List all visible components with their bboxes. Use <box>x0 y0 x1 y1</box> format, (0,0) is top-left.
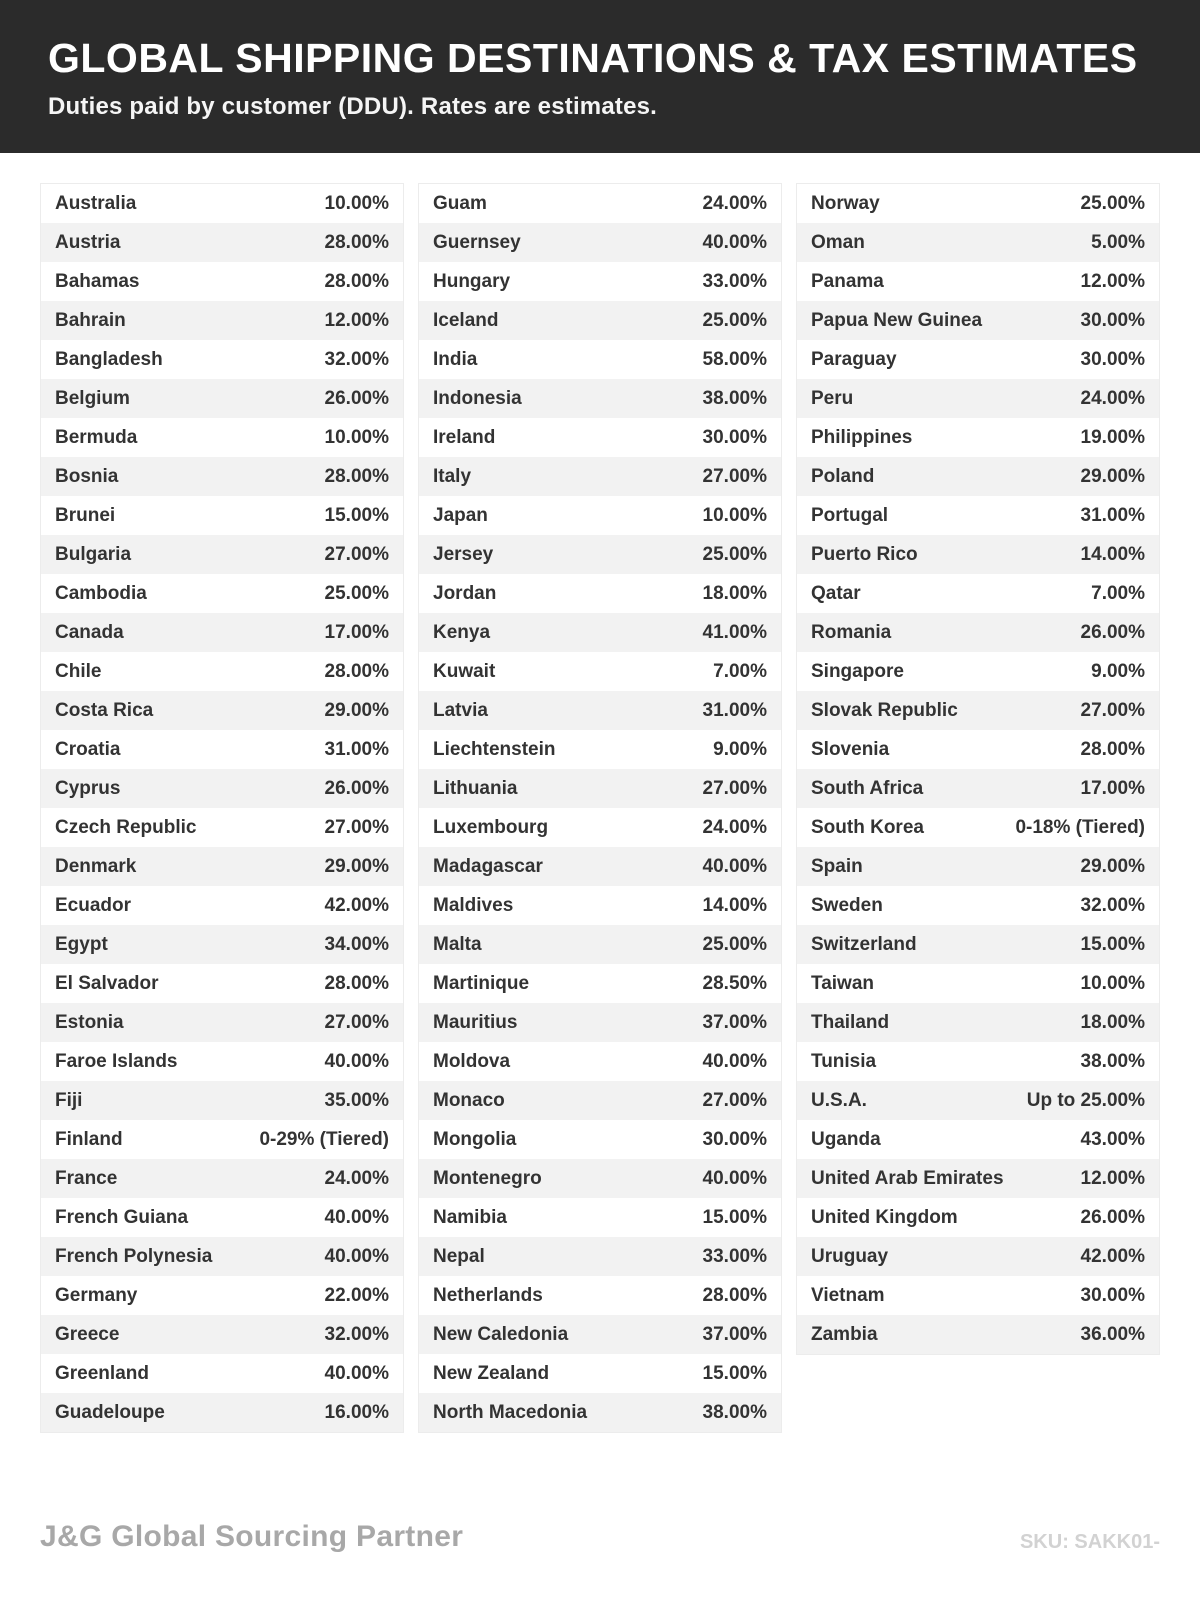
tax-rate: 30.00% <box>1080 348 1145 370</box>
tax-rate: 41.00% <box>702 621 767 643</box>
table-row <box>41 691 403 730</box>
tax-rate: 18.00% <box>702 582 767 604</box>
country-name: Qatar <box>811 582 861 604</box>
tax-rate: 26.00% <box>1080 621 1145 643</box>
tax-rate: 43.00% <box>1080 1128 1145 1150</box>
country-name: Greenland <box>55 1362 149 1384</box>
country-name: Iceland <box>433 309 499 331</box>
country-name: Uruguay <box>811 1245 889 1267</box>
table-row <box>41 808 403 847</box>
tax-rate: 28.50% <box>702 972 767 994</box>
tax-rate: 28.00% <box>1080 738 1145 760</box>
country-name: Guernsey <box>433 231 521 253</box>
table-row <box>41 184 403 223</box>
table-row <box>797 340 1159 379</box>
country-name: Zambia <box>811 1323 878 1345</box>
country-name: Croatia <box>55 738 121 760</box>
tax-rate: 31.00% <box>1080 504 1145 526</box>
country-name: Bosnia <box>55 465 119 487</box>
tax-rate: 14.00% <box>1080 543 1145 565</box>
country-name: Italy <box>433 465 472 487</box>
tax-rate: 17.00% <box>1080 777 1145 799</box>
country-name: Greece <box>55 1323 120 1345</box>
brand-name: J&G Global Sourcing Partner <box>40 1520 464 1553</box>
table-row <box>797 1159 1159 1198</box>
country-name: Ecuador <box>55 894 132 916</box>
country-name: Brunei <box>55 504 116 526</box>
country-name: Singapore <box>811 660 904 682</box>
table-row <box>419 574 781 613</box>
tax-rate: 16.00% <box>324 1401 389 1423</box>
table-row <box>419 184 781 223</box>
country-name: Finland <box>55 1128 123 1150</box>
table-row <box>797 964 1159 1003</box>
country-name: Fiji <box>55 1089 83 1111</box>
table-row <box>797 613 1159 652</box>
table-row <box>419 730 781 769</box>
tax-rate: 28.00% <box>324 465 389 487</box>
country-name: Netherlands <box>433 1284 543 1306</box>
table-row <box>419 652 781 691</box>
tax-rate: Up to 25.00% <box>1026 1089 1145 1111</box>
page-footer <box>0 1520 1200 1600</box>
country-name: Estonia <box>55 1011 124 1033</box>
table-row <box>419 418 781 457</box>
table-row <box>41 1120 403 1159</box>
table-row <box>41 1003 403 1042</box>
tax-rate: 27.00% <box>324 543 389 565</box>
country-name: Martinique <box>433 972 530 994</box>
country-name: Spain <box>811 855 863 877</box>
table-row <box>41 301 403 340</box>
table-row <box>419 1237 781 1276</box>
table-row <box>41 457 403 496</box>
country-name: Papua New Guinea <box>811 309 983 331</box>
table-row <box>797 223 1159 262</box>
country-name: Japan <box>433 504 488 526</box>
table-row <box>797 262 1159 301</box>
tax-rate: 28.00% <box>324 231 389 253</box>
table-row <box>797 886 1159 925</box>
table-row <box>41 1276 403 1315</box>
tax-rate: 38.00% <box>702 1401 767 1423</box>
tax-rate: 10.00% <box>324 192 389 214</box>
country-name: Namibia <box>433 1206 507 1228</box>
tax-rate: 29.00% <box>324 699 389 721</box>
country-name: North Macedonia <box>433 1401 588 1423</box>
table-row <box>419 1276 781 1315</box>
tax-rate: 29.00% <box>324 855 389 877</box>
country-name: Jordan <box>433 582 497 604</box>
table-row <box>41 223 403 262</box>
country-name: Bahrain <box>55 309 126 331</box>
country-name: Guam <box>433 192 487 214</box>
tax-rate: 28.00% <box>324 972 389 994</box>
table-row <box>797 184 1159 223</box>
country-name: Nepal <box>433 1245 485 1267</box>
table-row <box>41 340 403 379</box>
table-row <box>797 769 1159 808</box>
table-row <box>419 1315 781 1354</box>
tax-rate: 14.00% <box>702 894 767 916</box>
tax-rate: 28.00% <box>324 270 389 292</box>
tax-rate: 27.00% <box>702 465 767 487</box>
country-name: Chile <box>55 660 102 682</box>
country-name: South Korea <box>811 816 924 838</box>
tax-rate: 25.00% <box>702 543 767 565</box>
tax-rate: 40.00% <box>702 1050 767 1072</box>
tax-rate: 30.00% <box>1080 309 1145 331</box>
tax-rate: 5.00% <box>1091 231 1145 253</box>
country-name: Egypt <box>55 933 108 955</box>
table-row <box>797 1237 1159 1276</box>
country-name: Vietnam <box>811 1284 885 1306</box>
tax-rate: 26.00% <box>324 387 389 409</box>
table-row <box>419 691 781 730</box>
table-row <box>797 1003 1159 1042</box>
table-row <box>797 808 1159 847</box>
tax-rate: 40.00% <box>324 1245 389 1267</box>
country-name: Maldives <box>433 894 514 916</box>
tax-rate: 29.00% <box>1080 465 1145 487</box>
country-name: Slovenia <box>811 738 890 760</box>
country-name: Germany <box>55 1284 138 1306</box>
table-row <box>419 1120 781 1159</box>
table-row <box>41 886 403 925</box>
table-row <box>41 925 403 964</box>
table-row <box>797 652 1159 691</box>
tax-rate: 28.00% <box>702 1284 767 1306</box>
table-row <box>797 1042 1159 1081</box>
country-name: Kuwait <box>433 660 496 682</box>
tax-rate: 10.00% <box>702 504 767 526</box>
table-row <box>41 1159 403 1198</box>
table-row <box>419 379 781 418</box>
tax-rate: 30.00% <box>702 1128 767 1150</box>
country-name: Romania <box>811 621 892 643</box>
tax-rate: 42.00% <box>1080 1245 1145 1267</box>
country-name: Norway <box>811 192 880 214</box>
table-row <box>797 496 1159 535</box>
tax-rate: 19.00% <box>1080 426 1145 448</box>
tax-rate: 17.00% <box>324 621 389 643</box>
table-row <box>797 1198 1159 1237</box>
table-row <box>419 613 781 652</box>
tax-rate: 37.00% <box>702 1323 767 1345</box>
country-name: France <box>55 1167 118 1189</box>
table-row <box>41 964 403 1003</box>
country-name: Denmark <box>55 855 137 877</box>
tax-rate: 37.00% <box>702 1011 767 1033</box>
tax-rate: 27.00% <box>702 777 767 799</box>
table-row <box>797 457 1159 496</box>
table-row <box>419 1042 781 1081</box>
page-header <box>0 0 1200 153</box>
country-name: Portugal <box>811 504 889 526</box>
country-name: Peru <box>811 387 854 409</box>
tax-rate: 27.00% <box>324 816 389 838</box>
table-row <box>419 769 781 808</box>
table-row <box>41 1198 403 1237</box>
tax-rate: 40.00% <box>702 231 767 253</box>
table-row <box>41 769 403 808</box>
country-name: Oman <box>811 231 865 253</box>
country-name: Czech Republic <box>55 816 197 838</box>
tax-rate: 36.00% <box>1080 1323 1145 1345</box>
table-row <box>41 1237 403 1276</box>
table-row <box>797 1315 1159 1354</box>
tax-rate: 35.00% <box>324 1089 389 1111</box>
page-title: GLOBAL SHIPPING DESTINATIONS & TAX ESTIMATES <box>48 35 1138 81</box>
table-row <box>419 1393 781 1432</box>
country-name: Latvia <box>433 699 488 721</box>
country-name: Ireland <box>433 426 496 448</box>
country-name: Panama <box>811 270 884 292</box>
table-row <box>41 1393 403 1432</box>
table-row <box>419 223 781 262</box>
tax-table-column-1 <box>40 183 404 1433</box>
tax-rate: 24.00% <box>702 816 767 838</box>
tax-rate: 25.00% <box>702 933 767 955</box>
table-row <box>41 730 403 769</box>
tax-rate: 22.00% <box>324 1284 389 1306</box>
country-name: Jersey <box>433 543 494 565</box>
tax-rate: 10.00% <box>1080 972 1145 994</box>
tax-rate: 28.00% <box>324 660 389 682</box>
sku-label: SKU: SAKK01- <box>1019 1531 1160 1553</box>
tax-rate: 38.00% <box>702 387 767 409</box>
tax-rate: 24.00% <box>324 1167 389 1189</box>
table-row <box>41 262 403 301</box>
tax-rate: 30.00% <box>1080 1284 1145 1306</box>
tax-rate: 7.00% <box>713 660 767 682</box>
country-name: Luxembourg <box>433 816 549 838</box>
tax-rate: 9.00% <box>713 738 767 760</box>
tax-rate: 33.00% <box>702 270 767 292</box>
table-row <box>419 847 781 886</box>
tax-table-column-3 <box>796 183 1160 1355</box>
tax-rate: 27.00% <box>1080 699 1145 721</box>
country-name: Poland <box>811 465 875 487</box>
country-name: French Guiana <box>55 1206 189 1228</box>
country-name: Austria <box>55 231 121 253</box>
tax-rate: 18.00% <box>1080 1011 1145 1033</box>
country-name: Slovak Republic <box>811 699 958 721</box>
country-name: Sweden <box>811 894 883 916</box>
table-row <box>41 1081 403 1120</box>
tax-rate: 15.00% <box>1080 933 1145 955</box>
country-name: Costa Rica <box>55 699 154 721</box>
table-row <box>797 1081 1159 1120</box>
table-row <box>41 418 403 457</box>
country-name: French Polynesia <box>55 1245 213 1267</box>
country-name: Bermuda <box>55 426 138 448</box>
table-row <box>41 652 403 691</box>
tax-rate: 27.00% <box>702 1089 767 1111</box>
country-name: Faroe Islands <box>55 1050 178 1072</box>
country-name: U.S.A. <box>811 1089 867 1111</box>
table-row <box>419 808 781 847</box>
table-row <box>797 925 1159 964</box>
tax-rate: 32.00% <box>324 1323 389 1345</box>
country-name: New Zealand <box>433 1362 550 1384</box>
country-name: Puerto Rico <box>811 543 918 565</box>
table-row <box>41 1315 403 1354</box>
tax-rate: 7.00% <box>1091 582 1145 604</box>
table-row <box>797 301 1159 340</box>
country-name: India <box>433 348 478 370</box>
page-subtitle: Duties paid by customer (DDU). Rates are estimates. <box>48 93 658 121</box>
country-name: United Kingdom <box>811 1206 958 1228</box>
country-name: Philippines <box>811 426 913 448</box>
table-row <box>419 886 781 925</box>
country-name: Thailand <box>811 1011 890 1033</box>
table-row <box>419 496 781 535</box>
table-row <box>419 1198 781 1237</box>
country-name: Guadeloupe <box>55 1401 165 1423</box>
country-name: Cyprus <box>55 777 121 799</box>
country-name: Taiwan <box>811 972 874 994</box>
tax-rate: 33.00% <box>702 1245 767 1267</box>
table-row <box>797 418 1159 457</box>
tax-rate: 0-18% (Tiered) <box>1015 816 1145 838</box>
tax-rate: 12.00% <box>1080 270 1145 292</box>
table-row <box>419 1354 781 1393</box>
table-row <box>41 1354 403 1393</box>
tax-rate: 38.00% <box>1080 1050 1145 1072</box>
country-name: Switzerland <box>811 933 917 955</box>
country-name: Hungary <box>433 270 511 292</box>
country-name: Moldova <box>433 1050 511 1072</box>
tax-rate: 34.00% <box>324 933 389 955</box>
country-name: Kenya <box>433 621 491 643</box>
tax-rate: 58.00% <box>702 348 767 370</box>
table-row <box>41 613 403 652</box>
tax-rate: 26.00% <box>324 777 389 799</box>
tax-rate: 27.00% <box>324 1011 389 1033</box>
table-row <box>797 847 1159 886</box>
country-name: Mauritius <box>433 1011 518 1033</box>
tax-rate: 40.00% <box>324 1362 389 1384</box>
table-row <box>419 262 781 301</box>
table-row <box>41 847 403 886</box>
table-row <box>419 1159 781 1198</box>
table-row <box>419 457 781 496</box>
tax-rate: 26.00% <box>1080 1206 1145 1228</box>
country-name: Paraguay <box>811 348 897 370</box>
tax-rate: 40.00% <box>702 1167 767 1189</box>
country-name: Canada <box>55 621 124 643</box>
country-name: United Arab Emirates <box>811 1167 1004 1189</box>
country-name: Mongolia <box>433 1128 517 1150</box>
country-name: Liechtenstein <box>433 738 556 760</box>
table-row <box>797 1276 1159 1315</box>
country-name: Australia <box>55 192 137 214</box>
tax-rate: 24.00% <box>702 192 767 214</box>
country-name: Bulgaria <box>55 543 132 565</box>
country-name: Bahamas <box>55 270 140 292</box>
country-name: Tunisia <box>811 1050 877 1072</box>
table-row <box>419 1003 781 1042</box>
table-row <box>41 496 403 535</box>
tax-rate: 31.00% <box>324 738 389 760</box>
table-row <box>41 574 403 613</box>
table-row <box>797 574 1159 613</box>
country-name: Lithuania <box>433 777 518 799</box>
tax-rate: 42.00% <box>324 894 389 916</box>
country-name: Cambodia <box>55 582 147 604</box>
country-name: Montenegro <box>433 1167 542 1189</box>
table-row <box>797 535 1159 574</box>
tax-rate: 29.00% <box>1080 855 1145 877</box>
tax-rate: 24.00% <box>1080 387 1145 409</box>
table-row <box>419 964 781 1003</box>
tax-table-column-2 <box>418 183 782 1433</box>
tax-rate: 25.00% <box>702 309 767 331</box>
tax-rate: 10.00% <box>324 426 389 448</box>
tax-rate: 25.00% <box>1080 192 1145 214</box>
tax-rate: 40.00% <box>702 855 767 877</box>
tax-rate: 31.00% <box>702 699 767 721</box>
table-row <box>797 1120 1159 1159</box>
table-row <box>419 1081 781 1120</box>
table-row <box>41 1042 403 1081</box>
country-name: El Salvador <box>55 972 159 994</box>
tax-rate: 12.00% <box>1080 1167 1145 1189</box>
tax-tables <box>0 153 1200 1433</box>
tax-rate: 15.00% <box>324 504 389 526</box>
country-name: Madagascar <box>433 855 543 877</box>
table-row <box>419 301 781 340</box>
tax-rate: 40.00% <box>324 1050 389 1072</box>
tax-rate: 30.00% <box>702 426 767 448</box>
tax-rate: 40.00% <box>324 1206 389 1228</box>
country-name: Bangladesh <box>55 348 163 370</box>
tax-rate: 9.00% <box>1091 660 1145 682</box>
table-row <box>419 925 781 964</box>
tax-rate: 12.00% <box>324 309 389 331</box>
table-row <box>419 535 781 574</box>
country-name: Monaco <box>433 1089 505 1111</box>
table-row <box>797 691 1159 730</box>
country-name: Uganda <box>811 1128 881 1150</box>
table-row <box>419 340 781 379</box>
country-name: South Africa <box>811 777 924 799</box>
tax-rate: 0-29% (Tiered) <box>259 1128 389 1150</box>
country-name: New Caledonia <box>433 1323 569 1345</box>
tax-rate: 15.00% <box>702 1362 767 1384</box>
table-row <box>41 379 403 418</box>
tax-rate: 15.00% <box>702 1206 767 1228</box>
tax-rate: 32.00% <box>1080 894 1145 916</box>
country-name: Belgium <box>55 387 130 409</box>
table-row <box>797 379 1159 418</box>
country-name: Malta <box>433 933 482 955</box>
table-row <box>41 535 403 574</box>
country-name: Indonesia <box>433 387 522 409</box>
table-row <box>797 730 1159 769</box>
tax-rate: 25.00% <box>324 582 389 604</box>
tax-rate: 32.00% <box>324 348 389 370</box>
